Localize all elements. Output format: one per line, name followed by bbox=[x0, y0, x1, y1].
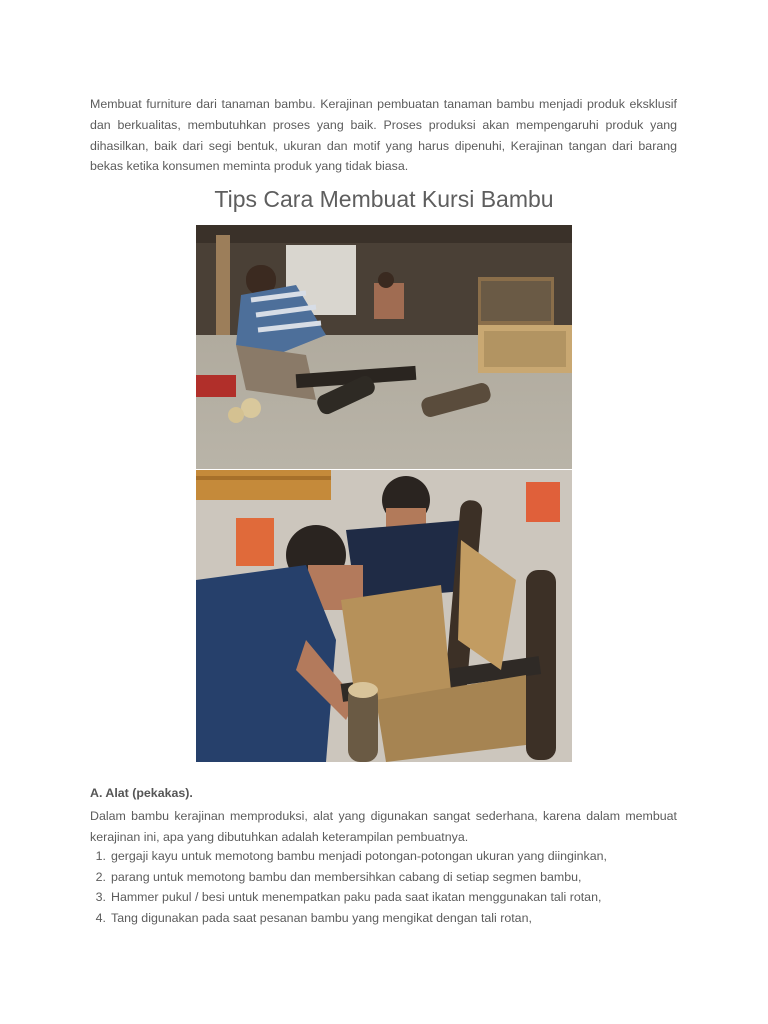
chair-weaving-photo-image bbox=[196, 470, 572, 762]
page-title: Tips Cara Membuat Kursi Bambu bbox=[214, 186, 554, 212]
list-item: 1. gergaji kayu untuk memotong bambu menjadi potongan-potongan ukuran yang diinginkan, bbox=[95, 849, 607, 863]
tools-list bbox=[92, 846, 682, 928]
section-heading-tools: A. Alat (pekakas). bbox=[90, 786, 193, 800]
intro-paragraph: Membuat furniture dari tanaman bambu. Kerajinan pembuatan tanaman bambu menjadi produk eksklusif dan berkualitas, membutuhkan proses yang baik. Proses produksi akan mempengaruhi produk yang dihasilkan, baik dari segi bentuk, ukuran dan motif yang harus dipenuhi, Kerajinan tangan dari barang bekas ketika konsumen meminta produk yang tidak biasa. bbox=[90, 97, 677, 174]
list-item: 2. parang untuk memotong bambu dan membersihkan cabang di setiap segmen bambu, bbox=[95, 869, 582, 884]
workshop-photo-image bbox=[196, 225, 572, 469]
workshop-photo bbox=[196, 225, 572, 469]
list-item: 3. Hammer pukul / besi untuk menempatkan paku pada saat ikatan menggunakan tali rotan, bbox=[95, 890, 602, 905]
tools-intro-paragraph: Dalam bambu kerajinan memproduksi, alat yang digunakan sangat sederhana, karena dalam membuat kerajinan ini, apa yang dibutuhkan adalah keterampilan pembuatnya. bbox=[90, 809, 677, 844]
chair-weaving-photo bbox=[196, 470, 572, 762]
list-item: 4. Tang digunakan pada saat pesanan bambu yang mengikat dengan tali rotan, bbox=[95, 910, 532, 925]
